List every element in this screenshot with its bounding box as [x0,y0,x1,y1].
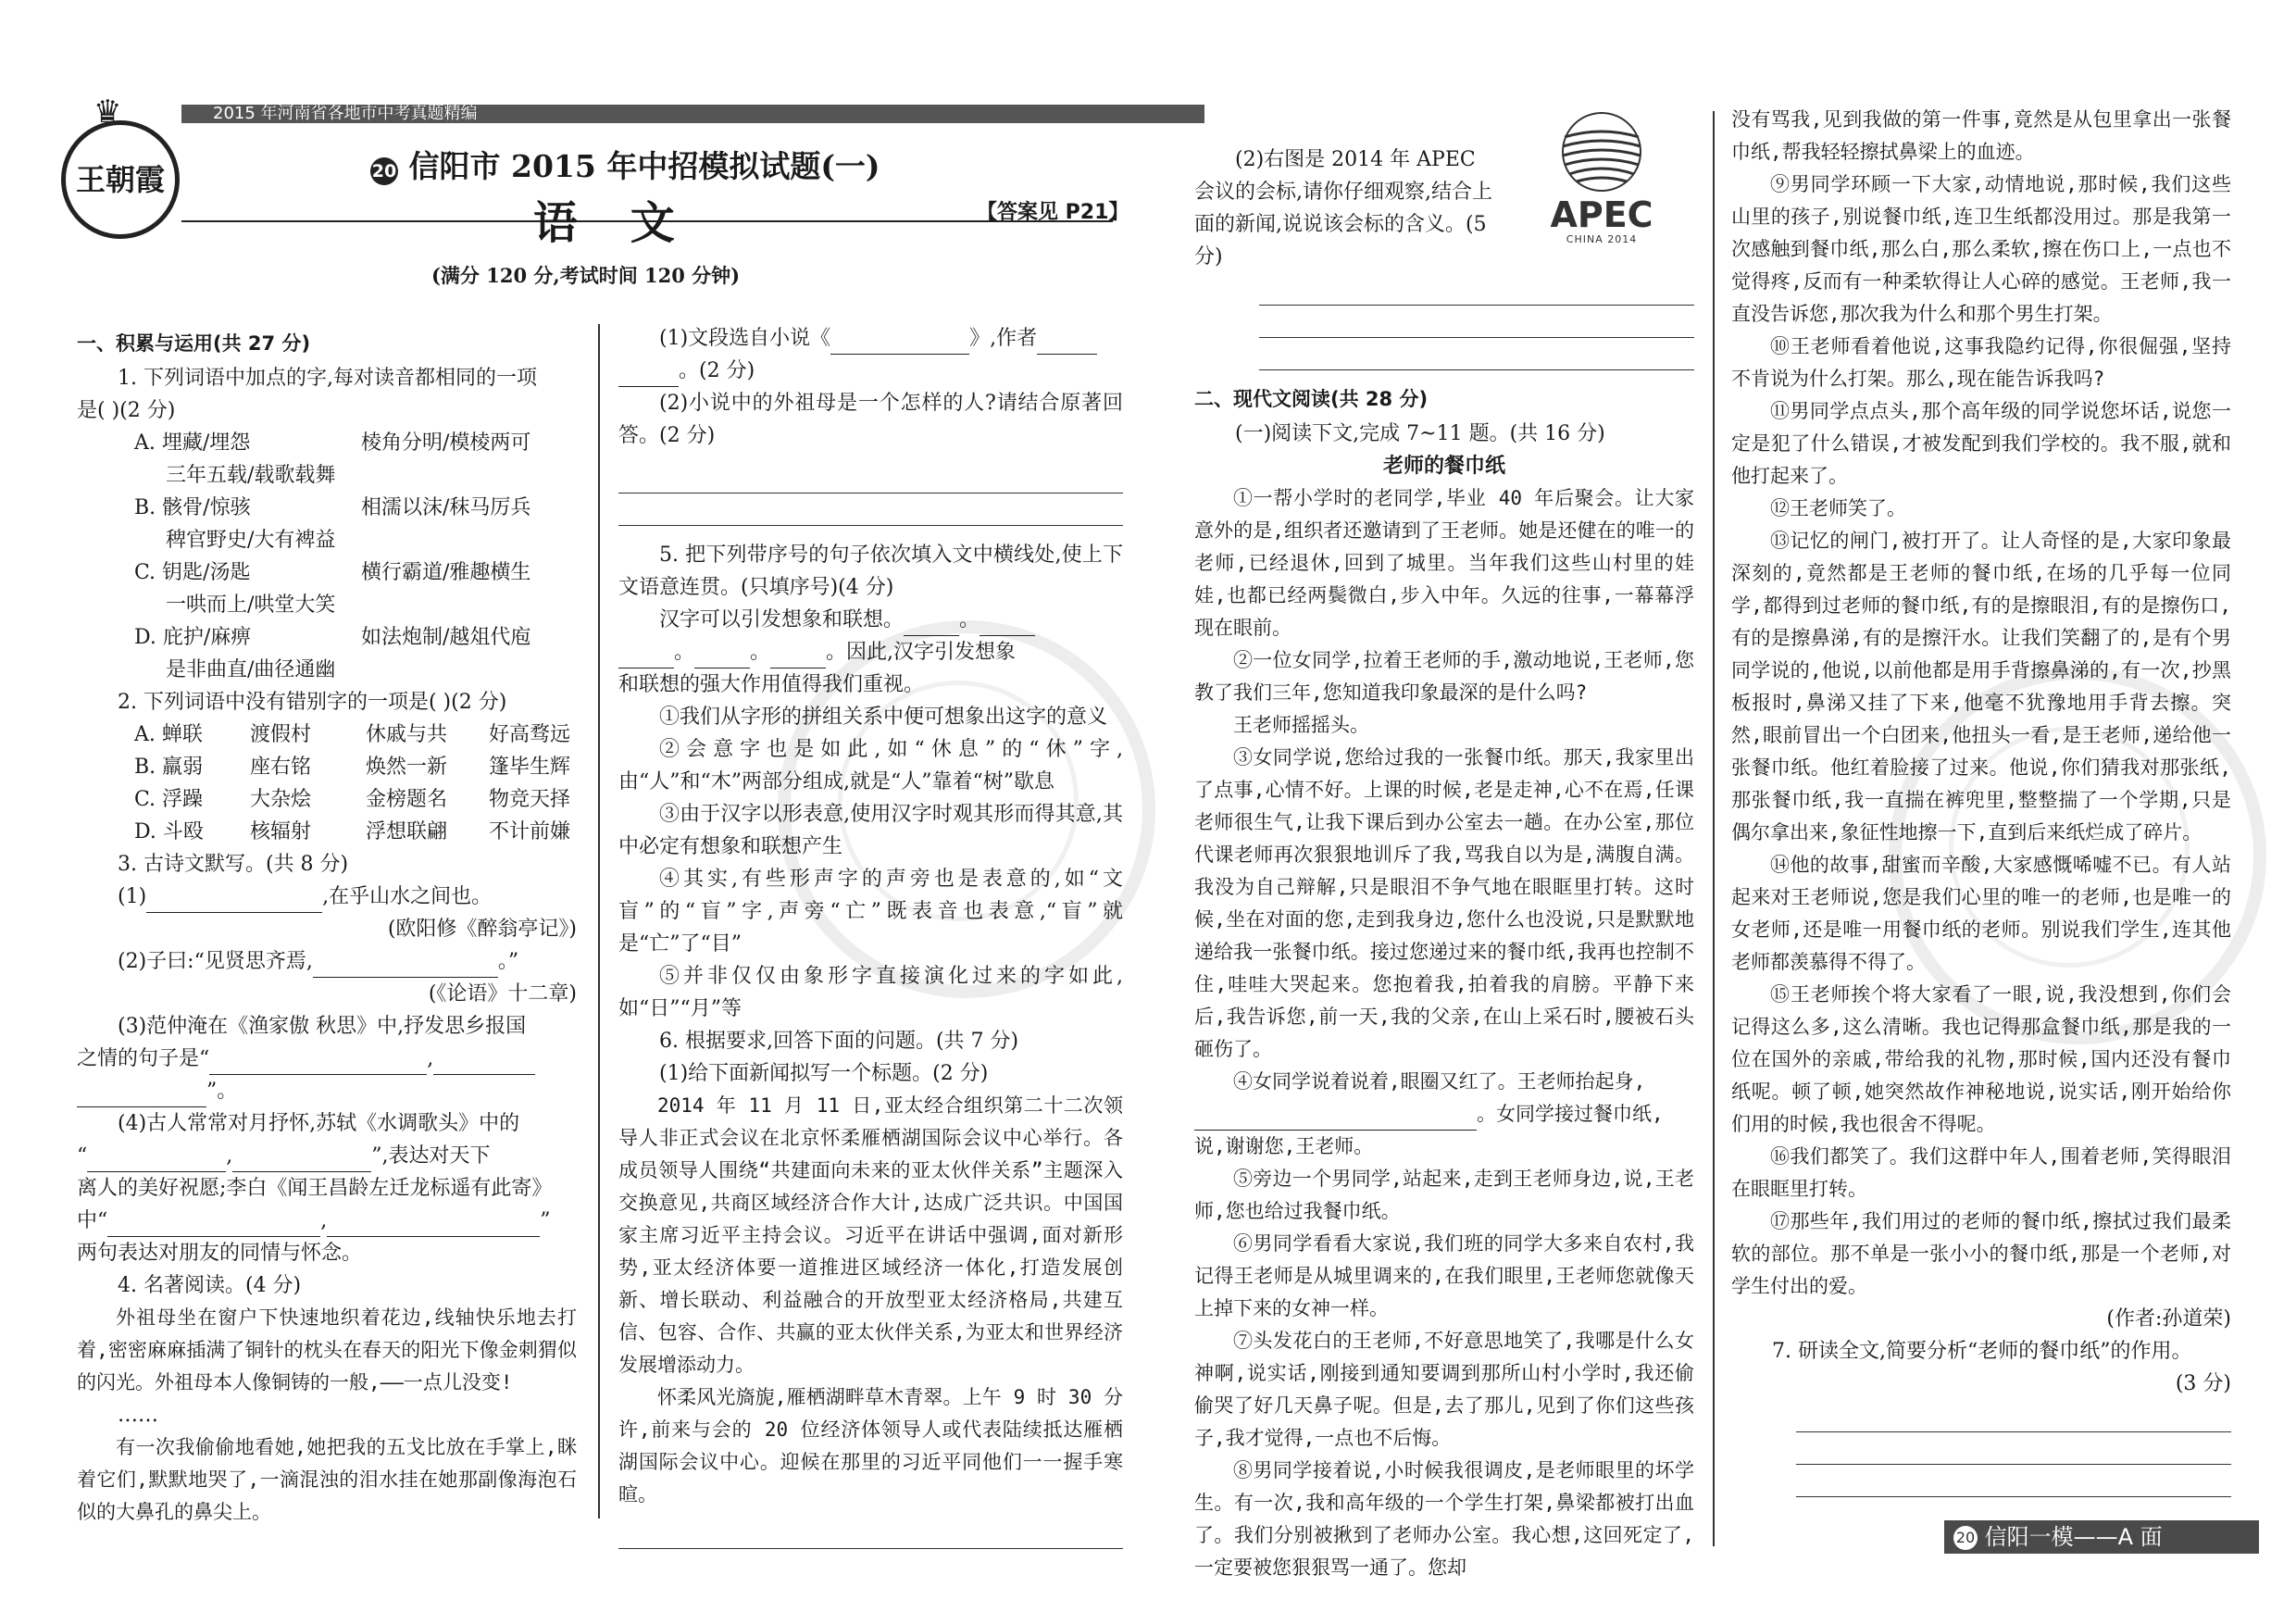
essay-paragraph: ⑮王老师挨个将大家看了一眼,说,我没想到,你们会记得这么多,这么清晰。我也记得那盒餐巾纸,那是我的一位在国外的亲戚,带给我的礼物,那时候,国内还没有餐巾纸呢。顿了顿,她突然故作神秘地说,说实话,刚开始给你们用的时候,我也很舍不得呢。 [1731,983,2231,1135]
question-5-text: 汉字可以引发想象和联想。 。 [618,604,1123,636]
question-3-4d: 中“ , ” [77,1205,577,1237]
test-number-badge: 20 [370,157,398,185]
apec-logo-text: APEC [1550,194,1653,235]
logo-text: 王朝霞 [75,162,165,197]
answer-blank[interactable] [77,1082,206,1107]
answer-line[interactable] [1259,273,1694,306]
essay-paragraph: ⑯我们都笑了。我们这群中年人,围着老师,笑得眼泪在眼眶里打转。 [1731,1145,2231,1200]
subject-title: 语 文 [533,197,693,249]
essay-paragraph: 说,谢谢您,王老师。 [1194,1135,1374,1157]
column-1 [77,322,577,1529]
answer-blank[interactable] [618,644,674,669]
apec-globe-icon [1541,109,1662,193]
question-7: 7. 研读全文,简要分析“老师的餐巾纸”的作用。 [1772,1340,2192,1363]
column-2 [618,322,1123,1549]
essay-paragraph: ②一位女同学,拉着王老师的手,激动地说,王老师,您教了我们三年,您知道我印象最深的是什么吗? [1194,649,1694,704]
answer-blank[interactable] [1037,330,1097,355]
footer-tab [1944,1520,2259,1554]
question-6: 6. 根据要求,回答下面的问题。(共 7 分) [659,1030,1019,1053]
column-3 [1194,144,1694,1584]
novel-excerpt-dots: …… [118,1404,158,1427]
title-text: 信阳市 2015 年中招模拟试题(一) [408,148,880,184]
column-4 [1731,104,2231,1497]
answer-blank[interactable] [980,611,1035,636]
answer-blank[interactable] [327,1212,540,1237]
section-heading: 一、积累与运用(共 27 分) [77,332,311,355]
question-1-options: A. 埋藏/埋怨 棱角分明/模棱两可 三年五载/载歌载舞 B. 骸骨/惊骇 相濡以沫/秣马厉兵 稗官野史/大有裨益 C. 钥匙/汤匙 横行霸道/雅趣横生 一哄而上/哄堂大笑 D. 庇护/麻痹 如法炮制/越俎代庖 是非曲直/曲径通幽 [134,431,531,681]
essay-body [1194,482,1694,1584]
answer-line[interactable] [1796,1400,2231,1432]
essay-paragraph: ⑫王老师笑了。 [1770,497,1906,519]
question-3-1-source: (欧阳修《醉翁亭记》) [387,918,577,941]
answer-blank[interactable] [830,330,969,355]
question-6-1: (1)给下面新闻拟写一个标题。(2 分) [659,1062,989,1085]
question-2-options: A. 蝉联 渡假村 休戚与共 好高骛远 B. 羸弱 座右铭 焕然一新 篷毕生辉 C. 浮躁 大杂烩 金榜题名 物竞天择 D. 斗殴 核辐射 浮想联翩 不计前嫌 [134,723,571,843]
answer-blank[interactable] [313,953,498,978]
essay-paragraph: ⑭他的故事,甜蜜而辛酸,大家感慨唏嘘不已。有人站起来对王老师说,您是我们心里的唯一的老师,也是唯一的女老师,还是唯一用餐巾纸的老师。别说我们学生,连其他老师都羡慕得不得了。 [1731,854,2231,973]
answer-blank[interactable] [904,611,959,636]
essay-title: 老师的餐巾纸 [1382,455,1505,478]
question-4-2: (2)小说中的外祖母是一个怎样的人?请结合原著回答。(2 分) [618,392,1123,447]
question-3-4c: 离人的美好祝愿;李白《闻王昌龄左迁龙标遥有此寄》 [77,1177,553,1200]
answer-blank[interactable] [433,1050,535,1075]
essay-paragraph: ④女同学说着说着,眼圈又红了。王老师抬起身, [1233,1070,1646,1093]
essay-paragraph: ⑩王老师看着他说,这事我隐约记得,你很倔强,坚持不肯说为什么打架。那么,现在能告诉我吗? [1731,335,2231,390]
reading-instruction: (一)阅读下文,完成 7~11 题。(共 16 分) [1235,422,1605,445]
question-3-4: (4)古人常常对月抒怀,苏轼《水调歌头》中的 [118,1112,520,1135]
answer-line[interactable] [1259,338,1694,370]
question-1-bracket: 是( )(2 分) [77,399,176,422]
essay-paragraph: ⑧男同学接着说,小时候我很调皮,是老师眼里的坏学生。有一次,我和高年级的一个学生打架,鼻梁都被打出血了。我们分别被揪到了老师办公室。我心想,这回死定了,一定要被您狠狠骂一通了。您却 [1194,1459,1694,1579]
apec-logo-subtext: CHINA 2014 [1566,233,1638,245]
answer-line[interactable] [618,1517,1123,1549]
footer-number-badge: 20 [1953,1526,1978,1550]
sentence-2: ②会意字也是如此,如“休息”的“休”字,由“人”和“木”两部分组成,就是“人”靠着“树”歇息 [618,738,1123,794]
sentence-1: ①我们从字形的拼组关系中便可想象出这字的意义 [659,706,1108,729]
essay-paragraph: ③女同学说,您给过我的一张餐巾纸。那天,我家里出了点事,心情不好。上课的时候,老是走神,心不在焉,任课老师很生气,让我下课后到办公室去一趟。在办公室,那位代课老师再次狠狠地训斥了我,骂我自以为是,满腹自满。我没为自己辩解,只是眼泪不争气地在眼眶里打转。这时候,坐在对面的您,走到我身边,您什么也没说,只是默默地递给我一张餐巾纸。接过您递过来的餐巾纸,我再也控制不住,哇哇大哭起来。您抱着我,拍着我的肩膀。平静下来后,我告诉您,前一天,我的父亲,在山上采石时,腰被石头砸伤了。 [1194,746,1694,1060]
essay-author: (作者:孙道荣) [2106,1307,2231,1331]
essay-paragraph: ⑨男同学环顾一下大家,动情地说,那时候,我们这些山里的孩子,别说餐巾纸,连卫生纸都没用过。那是我第一次感触到餐巾纸,那么白,那么柔软,擦在伤口上,一点也不觉得疼,反而有一种柔软得让人心碎的感觉。王老师,我一直没告诉您,那次我为什么和那个男生打架。 [1731,173,2231,325]
question-1: 1. 下列词语中加点的字,每对读音都相同的一项 [118,367,537,390]
question-5-text-2: 。 。 。因此,汉字引发想象 [618,636,1123,669]
logo-crown-icon: ♛ [94,94,122,131]
answer-line[interactable] [618,461,1123,494]
answer-blank[interactable] [107,1212,320,1237]
question-3-3: (3)范仲淹在《渔家傲 秋思》中,抒发思乡报国 [118,1015,527,1038]
sentence-3: ③由于汉字以形表意,使用汉字时观其形而得其意,其中必定有想象和联想产生 [618,803,1123,858]
column-divider [1713,111,1715,1546]
apec-logo [1541,109,1662,248]
answer-reference: 【答案见 P21】 [977,201,1129,224]
answer-blank[interactable] [1194,1106,1477,1131]
question-3-3b: 之情的句子是“ , [77,1043,577,1075]
question-4-1: (1)文段选自小说《 》,作者 [618,322,1123,355]
column-divider [598,324,600,1518]
question-3-4b: “ , ”,表达对天下 [77,1140,577,1172]
answer-blank[interactable] [232,1147,371,1172]
exam-subtitle: (满分 120 分,考试时间 120 分钟) [431,264,741,287]
question-5: 5. 把下列带序号的句子依次填入文中横线处,使上下文语意连贯。(只填序号)(4 分) [618,544,1123,599]
page-title [370,143,880,186]
news-paragraph-1: 2014 年 11 月 11 日,亚太经合组织第二十二次领导人非正式会议在北京怀柔雁栖湖国际会议中心举行。各成员领导人围绕“共建面向未来的亚太伙伴关系”主题深入交换意见,共商区域经济合作大计,达成广泛共识。中国国家主席习近平主持会议。习近平在讲话中强调,面对新形势,亚太经济体要一道推进区域经济一体化,打造发展创新、增长联动、利益融合的开放型亚太经济格局,共建互信、包容、合作、共赢的亚太伙伴关系,为亚太和世界经济发展增添动力。 [618,1094,1123,1376]
question-3-2-source: (《论语》十二章) [428,982,577,1006]
question-3-2: (2)子曰:“见贤思齐焉, 。” [77,945,577,978]
sentence-5: ⑤并非仅仅由象形字直接演化过来的字如此,如“日”“月”等 [618,965,1123,1020]
essay-paragraph: ①一帮小学时的老同学,毕业 40 年后聚会。让大家意外的是,组织者还邀请到了王老师。她是还健在的唯一的老师,已经退休,回到了城里。当年我们这些山村里的娃娃,也都已经两鬓微白,步入中年。久远的往事,一幕幕浮现在眼前。 [1194,487,1694,639]
essay-paragraph: ⑪男同学点点头,那个高年级的同学说您坏话,说您一定是犯了什么错误,才被发配到我们学校的。我不服,就和他打起来了。 [1731,400,2231,487]
answer-line[interactable] [1796,1465,2231,1497]
question-3-1: (1) ,在乎山水之间也。 [77,881,577,913]
answer-blank[interactable] [770,644,826,669]
essay-paragraph: ⑥男同学看看大家说,我们班的同学大多来自农村,我记得王老师是从城里调来的,在我们眼里,王老师您就像天上掉下来的女神一样。 [1194,1232,1694,1319]
question-6-2: (2)右图是 2014 年 APEC 会议的会标,请你仔细观察,结合上面的新闻,说说该会标的含义。(5 分) [1194,148,1492,269]
essay-paragraph: ⑤旁边一个男同学,站起来,走到王老师身边,说,王老师,您也给过我餐巾纸。 [1194,1168,1694,1222]
news-paragraph-2: 怀柔风光旖旎,雁栖湖畔草木青翠。上午 9 时 30 分许,前来与会的 20 位经济体领导人或代表陆续抵达雁栖湖国际会议中心。迎候在那里的习近平同他们一一握手寒暄。 [618,1386,1123,1506]
sentence-4: ④其实,有些形声字的声旁也是表意的,如“文盲”的“盲”字,声旁“亡”既表音也表意,“盲”就是“亡”了“目” [618,868,1123,956]
section-heading: 二、现代文阅读(共 28 分) [1194,388,1429,410]
answer-line[interactable] [1796,1432,2231,1465]
question-3: 3. 古诗文默写。(共 8 分) [118,853,349,876]
answer-blank[interactable] [694,644,750,669]
essay-paragraph-blank: 。女同学接过餐巾纸, [1194,1098,1694,1131]
answer-blank[interactable] [209,1050,427,1075]
essay-paragraph: ⑰那些年,我们用过的老师的餐巾纸,擦拭过我们最柔软的部位。那不单是一张小小的餐巾纸,那是一个老师,对学生付出的爱。 [1731,1210,2231,1297]
question-4: 4. 名著阅读。(4 分) [118,1274,302,1297]
essay-paragraph: ⑦头发花白的王老师,不好意思地笑了,我哪是什么女神啊,说实话,刚接到通知要调到那所山村小学时,我还偷偷哭了好几天鼻子呢。但是,去了那儿,见到了你们这些孩子,我才觉得,一点也不后悔。 [1194,1330,1694,1449]
essay-paragraph: 王老师摇摇头。 [1233,714,1369,736]
essay-body-continued [1731,104,2231,1303]
answer-blank[interactable] [146,888,322,913]
question-7-score: (3 分) [2175,1372,2231,1395]
question-4-1b: 。(2 分) [618,355,1123,387]
novel-excerpt-2: 有一次我偷偷地看她,她把我的五戈比放在手掌上,眯着它们,默默地哭了,一滴混浊的泪水挂在她那副像海泡石似的大鼻孔的鼻尖上。 [77,1436,577,1523]
footer-text: 信阳一模——A 面 [1984,1524,2163,1550]
answer-line[interactable] [618,494,1123,526]
question-5-text-3: 和联想的强大作用值得我们重视。 [618,673,925,696]
series-banner-text: 2015 年河南省各地市中考真题精编 [213,104,478,123]
answer-line[interactable] [1259,306,1694,338]
essay-paragraph: ⑬记忆的闸门,被打开了。让人奇怪的是,大家印象最深刻的,竟然都是王老师的餐巾纸,在场的几乎每一位同学,都得到过老师的餐巾纸,有的是擦眼泪,有的是擦伤口,有的是擦鼻涕,有的是擦汗水。让我们笑翻了的,是有个男同学说的,他说,以前他都是用手背擦鼻涕的,有一次,抄黑板报时,鼻涕又挂了下来,他毫不犹豫地用手背去擦。突然,眼前冒出一个白团来,他扭头一看,是王老师,递给他一张餐巾纸。他红着脸接了过来。他说,你们猜我对那张纸,那张餐巾纸,我一直揣在裤兜里,整整揣了一个学期,只是偶尔拿出来,象征性地擦一下,直到后来纸烂成了碎片。 [1731,530,2231,843]
logo [61,94,180,239]
question-3-3c: ”。 [77,1075,577,1107]
novel-excerpt-1: 外祖母坐在窗户下快速地织着花边,线轴快乐地去打着,密密麻麻插满了铜针的枕头在春天的阳光下像金刺猬似的闪光。外祖母本人像铜铸的一般,——一点儿没变! [77,1306,577,1393]
question-3-4e: 两句表达对朋友的同情与怀念。 [77,1242,363,1265]
answer-blank[interactable] [87,1147,226,1172]
answer-blank[interactable] [618,362,679,387]
essay-paragraph: 没有骂我,见到我做的第一件事,竟然是从包里拿出一张餐巾纸,帮我轻轻擦拭鼻梁上的血迹。 [1731,108,2231,163]
question-2: 2. 下列词语中没有错别字的一项是( )(2 分) [118,691,507,714]
